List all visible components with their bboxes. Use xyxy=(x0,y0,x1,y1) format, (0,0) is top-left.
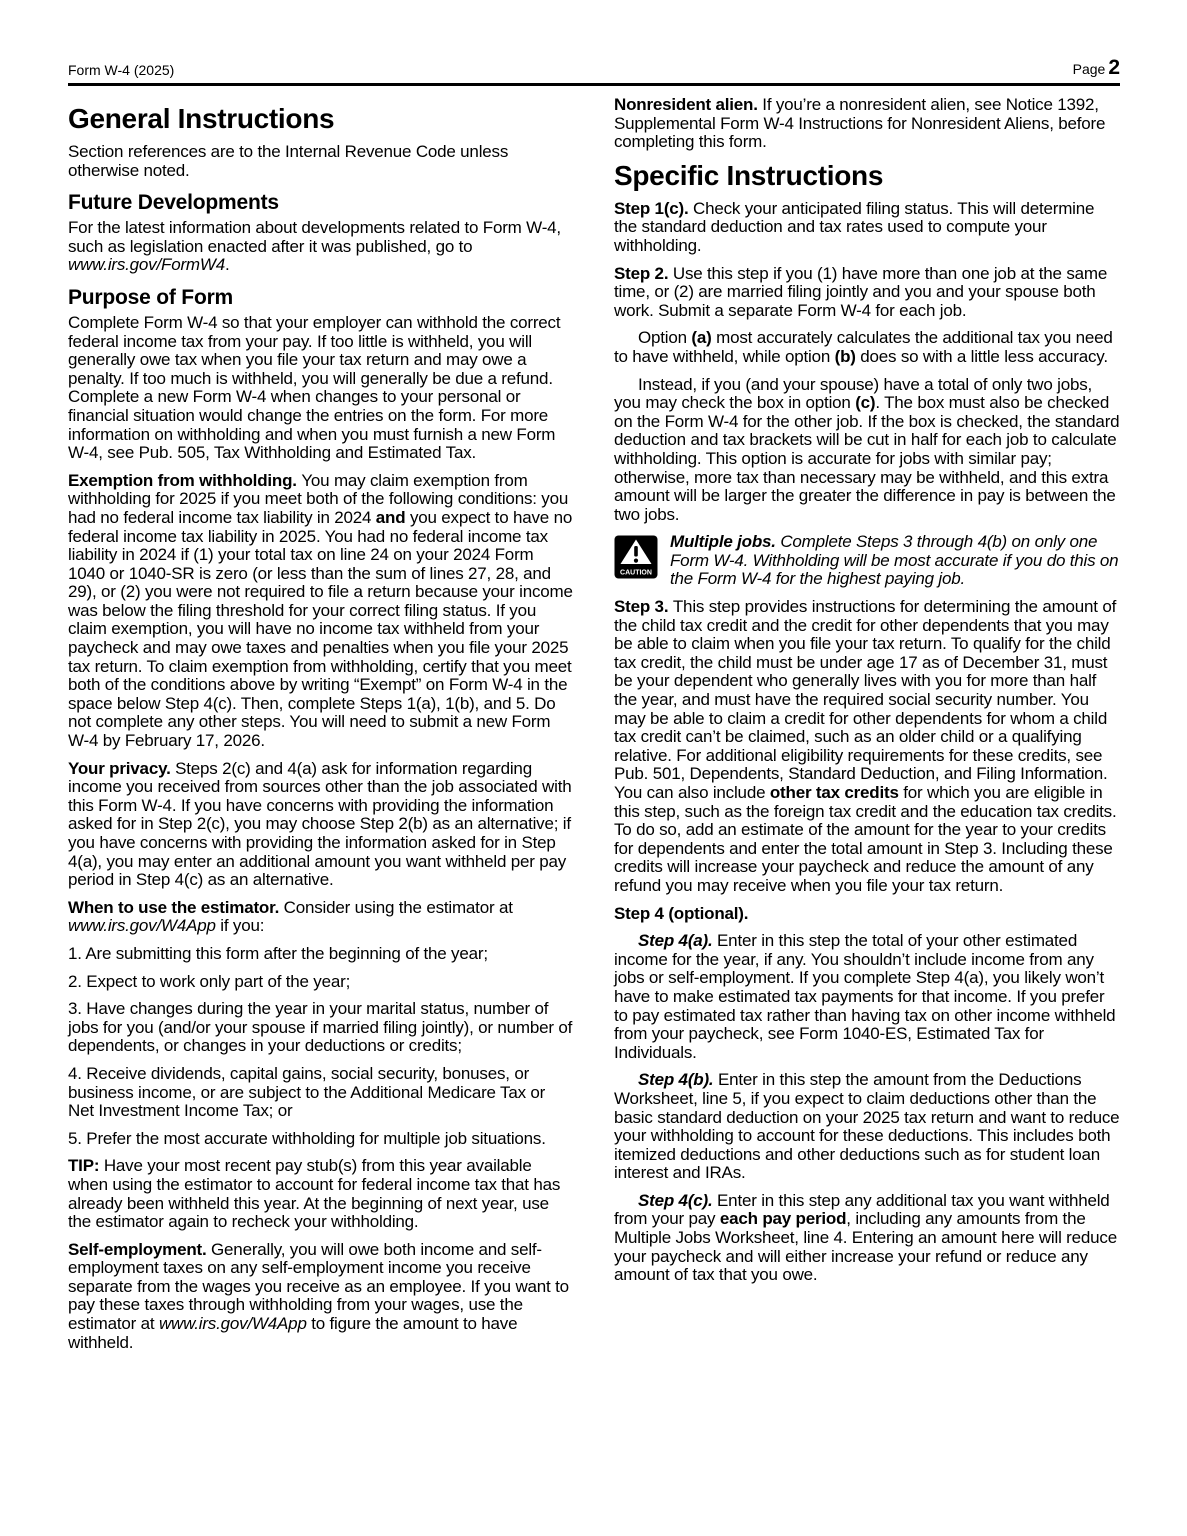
text-run: (a) xyxy=(691,328,712,348)
text-run: 2. Expect to work only part of the year; xyxy=(68,971,351,991)
text-run: (b) xyxy=(834,346,856,366)
text-run: other tax credits xyxy=(769,783,899,802)
text-run: Step 2. xyxy=(614,263,673,283)
text-run: Enter in this step the amount from the Deductions Worksheet, line 5, if you expect to claim deductions other than the basic standard deduction on your 2025 tax return and want to reduce your withholding to account for these deductions. This includes both itemized deductions and other deductions such as for student loan interest and IRAs. xyxy=(614,1070,1120,1183)
paragraph xyxy=(68,760,574,890)
text-run: Step 4(a). xyxy=(638,931,718,951)
text-run: When to use the estimator. xyxy=(68,897,284,917)
section-heading xyxy=(68,286,574,309)
page-indicator xyxy=(1073,58,1120,78)
form-id: Form W-4 (2025) xyxy=(68,62,175,78)
text-run: (c) xyxy=(855,393,876,413)
section-heading xyxy=(68,191,574,214)
text-run: Step 4(b). xyxy=(638,1070,718,1090)
two-column-body xyxy=(68,96,1120,1361)
column-right xyxy=(614,96,1120,1361)
text-run: Complete Form W-4 so that your employer can withhold the correct federal income tax from your pay. If too little is withheld, you will generally owe tax when you file your tax return and may owe a penalty. If too much is withheld, you will generally be due a refund. Complete a new Form W-4 when changes to your personal or financial situation would change the entries on the form. For more information on withholding and when you must furnish a new Form W-4, see Pub. 505, Tax Withholding and Estimated Tax. xyxy=(68,312,561,463)
text-run: Check your anticipated filing status. This will determine the standard deduction and tax rates used to compute your withholding. xyxy=(614,198,1095,255)
text-run: does so with a little less accuracy. xyxy=(855,346,1108,366)
text-run: Purpose of Form xyxy=(68,285,234,309)
paragraph xyxy=(68,1130,574,1149)
column-left xyxy=(68,96,574,1361)
text-run: Consider using the estimator at xyxy=(283,897,513,917)
text-run: and xyxy=(375,507,406,527)
text-run: Nonresident alien. xyxy=(614,95,763,114)
text-run: for which you are eligible in this step, such as the foreign tax credit and the education tax credits. To do so, add an estimate of the amount for the year to your credits for dependents and enter the total amount in Step 3. Including these credits will increase your paycheck and reduce the amount of any refund you may receive when you file your tax return. xyxy=(614,783,1117,895)
text-run: each pay period xyxy=(719,1209,847,1229)
text-run: 1. Are submitting this form after the beginning of the year; xyxy=(68,943,488,963)
paragraph xyxy=(614,96,1120,152)
text-run: Have your most recent pay stub(s) from this year available when using the estimator to account for federal income tax that has already been withheld this year. At the beginning of next year, use the estimator again to recheck your withholding. xyxy=(68,1156,561,1232)
paragraph xyxy=(614,200,1120,256)
paragraph xyxy=(614,932,1120,1062)
text-run: you expect to have no federal income tax liability in 2025. You had no federal income tax liability in 2024 if (1) your total tax on line 24 on your 2024 Form 1040 or 1040-SR is zero (or less than the sum of lines 27, 28, and 29), or (2) you were not required to file a return because your income was below the filing threshold for your correct filing status. If you claim exemption, you will have no income tax withheld from your paycheck and may owe taxes and penalties when you file your 2025 tax return. To claim exemption from withholding, certify that you meet both of the conditions above by writing “Exempt” on Form W-4 in the space below Step 4(c). Then, complete Steps 1(a), 1(b), and 5. Do not complete any other steps. You will need to submit a new Form W-4 by February 17, 2026. xyxy=(68,507,573,751)
text-run: Section references are to the Internal Revenue Code unless otherwise noted. xyxy=(68,142,509,180)
text-run: Instead, if you (and your spouse) have a total of only two jobs, you may check the box in option xyxy=(614,374,1093,413)
section-heading xyxy=(614,161,1120,191)
url-link[interactable]: www.irs.gov/FormW4 xyxy=(68,255,225,275)
text-run: Step 4(c). xyxy=(638,1190,718,1210)
paragraph xyxy=(614,265,1120,321)
text-run: This step provides instructions for determining the amount of the child tax credit and the credit for other dependents that you may be able to claim when you file your tax return. To qualify for the child tax credit, the child must be under age 17 as of December 31, must be your dependent who generally lives with you for more than half the year, and must have the required social security number. You may be able to claim a credit for other dependents for whom a child tax credit can’t be claimed, such as an older child or a qualifying relative. For additional eligibility requirements for these credits, see Pub. 501, Dependents, Standard Deduction, and Filing Information. You can also include xyxy=(614,597,1117,802)
page-number: 2 xyxy=(1108,56,1120,79)
text-run: For the latest information about developments related to Form W-4, such as legislation enacted after it was published, go to xyxy=(68,218,561,256)
text-run: . xyxy=(224,255,230,275)
text-run: 5. Prefer the most accurate withholding for multiple job situations. xyxy=(68,1128,546,1148)
text-run: Your privacy. xyxy=(68,758,176,778)
text-run: TIP: xyxy=(68,1156,104,1176)
paragraph xyxy=(68,1000,574,1056)
text-run: Multiple jobs. xyxy=(670,532,781,552)
text-run: Generally, you will owe both income and self-employment taxes on any self-employment income you receive separate from the wages you receive as an employee. If you want to pay these taxes through withholding from your wages, use the estimator at xyxy=(68,1239,569,1334)
url-link[interactable]: www.irs.gov/W4App xyxy=(68,916,216,936)
caution-text xyxy=(670,533,1120,589)
text-run: Steps 2(c) and 4(a) ask for information regarding income you received from sources other than the job associated with this Form W-4. If you have concerns with providing the information asked for in Step 2(c), you may choose Step 2(b) as an alternative; if you have concerns with providing the information asked for in Step 4(a), you may enter an additional amount you want withheld per pay period in Step 4(c) as an alternative. xyxy=(68,758,572,890)
text-run: Self-employment. xyxy=(68,1239,212,1259)
text-run: Step 4 (optional). xyxy=(614,903,749,923)
paragraph xyxy=(68,1065,574,1121)
text-run: You may claim exemption from withholding for 2025 if you meet both of the following conditions: you had no federal income tax liability in 2024 xyxy=(68,470,569,527)
paragraph xyxy=(614,598,1120,896)
paragraph xyxy=(68,314,574,463)
text-run: Complete Steps 3 through 4(b) on only one Form W-4. Withholding will be most accurate if you do this on the Form W-4 for the highest paying job. xyxy=(670,532,1119,589)
caution-icon-label: CAUTION xyxy=(620,569,652,577)
text-run: If you’re a nonresident alien, see Notice 1392, Supplemental Form W-4 Instructions for Nonresident Aliens, before completing this form. xyxy=(614,95,1106,152)
paragraph xyxy=(614,1071,1120,1183)
text-run: Specific Instructions xyxy=(614,159,884,191)
text-run: . The box must also be checked on the Form W-4 for the other job. If the box is checked, the standard deduction and tax brackets will be cut in half for each job to calculate withholding. This option is accurate for jobs with similar pay; otherwise, more tax than necessary may be withheld, and this extra amount will be larger the greater the difference in pay is between the two jobs. xyxy=(614,393,1120,524)
paragraph xyxy=(614,329,1120,366)
text-run: Exemption from withholding. xyxy=(68,470,302,490)
paragraph xyxy=(68,973,574,992)
paragraph xyxy=(68,899,574,936)
paragraph xyxy=(614,905,1120,924)
paragraph xyxy=(68,1241,574,1353)
text-run: Step 3. xyxy=(614,597,673,617)
text-run: if you: xyxy=(215,916,265,936)
caution-note xyxy=(614,533,1120,589)
text-run: Future Developments xyxy=(68,191,279,215)
text-run: , including any amounts from the Multiple Jobs Worksheet, line 4. Entering an amount here will reduce your paycheck and will either increase your refund or reduce any amount of tax that you owe. xyxy=(614,1209,1117,1285)
text-run: to figure the amount to have withheld. xyxy=(68,1314,518,1352)
paragraph xyxy=(68,472,574,751)
paragraph xyxy=(68,219,574,275)
paragraph xyxy=(68,945,574,964)
text-run: Option xyxy=(638,328,692,348)
page-header xyxy=(68,58,1120,86)
paragraph xyxy=(614,376,1120,525)
text-run: 3. Have changes during the year in your marital status, number of jobs for you (and/or your spouse if married filing jointly), or number of dependents, or changes in your deductions or credits; xyxy=(68,999,573,1056)
text-run: Use this step if you (1) have more than one job at the same time, or (2) are married filing jointly and you and your spouse both work. Submit a separate Form W-4 for each job. xyxy=(614,263,1108,320)
text-run: most accurately calculates the additional tax you need to have withheld, while option xyxy=(614,328,1113,366)
paragraph xyxy=(614,1192,1120,1285)
text-run: Step 1(c). xyxy=(614,198,694,218)
section-heading xyxy=(68,104,574,134)
text-run: Enter in this step any additional tax you want withheld from your pay xyxy=(614,1190,1110,1229)
url-link[interactable]: www.irs.gov/W4App xyxy=(158,1314,307,1334)
paragraph xyxy=(68,1157,574,1231)
text-run: Enter in this step the total of your other estimated income for the year, if any. You shouldn’t include income from any jobs or self-employment. If you complete Step 4(a), you likely won’t have to make estimated tax payments for that income. If you prefer to pay estimated tax rather than having tax on other income withheld from your paycheck, see Form 1040-ES, Estimated Tax for Individuals. xyxy=(614,931,1116,1062)
paragraph xyxy=(68,143,574,180)
caution-icon xyxy=(614,535,658,579)
text-run: 4. Receive dividends, capital gains, social security, bonuses, or business income, or are subject to the Additional Medicare Tax or Net Investment Income Tax; or xyxy=(68,1063,546,1121)
text-run: General Instructions xyxy=(68,103,335,134)
page-label: Page xyxy=(1072,61,1106,77)
